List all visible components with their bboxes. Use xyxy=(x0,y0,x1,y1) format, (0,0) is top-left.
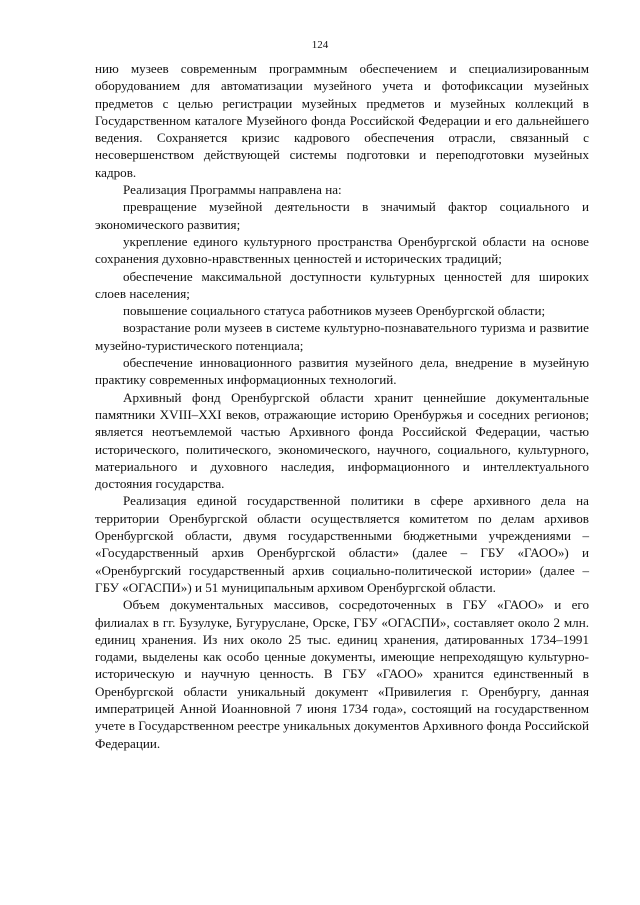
text-body xyxy=(95,60,589,752)
paragraph: Реализация единой государственной политики в сфере архивного дела на территории Оренбургской области осуществляется комитетом по делам архивов Оренбургской области, двумя государственными бюджетными учреждениями – «Государственный архив Оренбургской области» (далее – ГБУ «ГАОО») и «Оренбургский государственный архив социально-политической истории» (далее – ГБУ «ОГАСПИ») и 51 муниципальным архивом Оренбургской области. xyxy=(95,493,589,595)
paragraph: обеспечение максимальной доступности культурных ценностей для широких слоев населения; xyxy=(95,268,589,301)
paragraph: Объем документальных массивов, сосредоточенных в ГБУ «ГАОО» и его филиалах в гг. Бузулуке, Бугуруслане, Орске, ГБУ «ОГАСПИ», составляет около 2 млн. единиц хранения. Из них около 25 тыс. единиц хранения, датированных 1734–1991 годами, выделены как особо ценные документы, имеющие непреходящую культурно-историческую и научную ценность. В ГБУ «ГАОО» хранится единственный в Оренбургской области уникальный документ «Привилегия г. Оренбургу, данная императрицей Анной Иоанновной 7 июня 1734 года», состоящий на государственном учете в Государственном реестре уникальных документов Архивного фонда Российской Федерации. xyxy=(95,597,589,751)
paragraph: укрепление единого культурного пространства Оренбургской области на основе сохранения духовно-нравственных ценностей и исторических традиций; xyxy=(95,233,589,267)
paragraph: обеспечение инновационного развития музейного дела, внедрение в музейную практику современных информационных технологий. xyxy=(95,355,589,388)
paragraph: возрастание роли музеев в системе культурно-познавательного туризма и развитие музейно-туристического потенциала; xyxy=(95,320,589,353)
paragraph: Архивный фонд Оренбургской области хранит ценнейшие документальные памятники XVIII–XXI веков, отражающие историю Оренбуржья и соседних регионов; является неотъемлемой частью Архивного фонда Российской Федерации, частью исторического, политического, экономического, научного, социального, культурного, материального и духовного наследия, информационного и интеллектуального достояния государства. xyxy=(95,389,589,492)
paragraph: Реализация Программы направлена на: xyxy=(123,182,342,198)
paragraph: нию музеев современным программным обеспечением и специализированным оборудованием для автоматизации музейного учета и фотофиксации музейных предметов с целью регистрации музейных предметов и музейных коллекций в Государственном каталоге Музейного фонда Российской Федерации и его дальнейшего ведения. Сохраняется кризис кадрового обеспечения отрасли, связанный с несовершенством действующей системы подготовки и переподготовки музейных кадров. xyxy=(95,61,589,180)
paragraph: превращение музейной деятельности в значимый фактор социального и экономического развития; xyxy=(95,199,589,232)
page-number: 124 xyxy=(311,39,329,51)
paragraph: повышение социального статуса работников музеев Оренбургской области; xyxy=(123,303,546,319)
